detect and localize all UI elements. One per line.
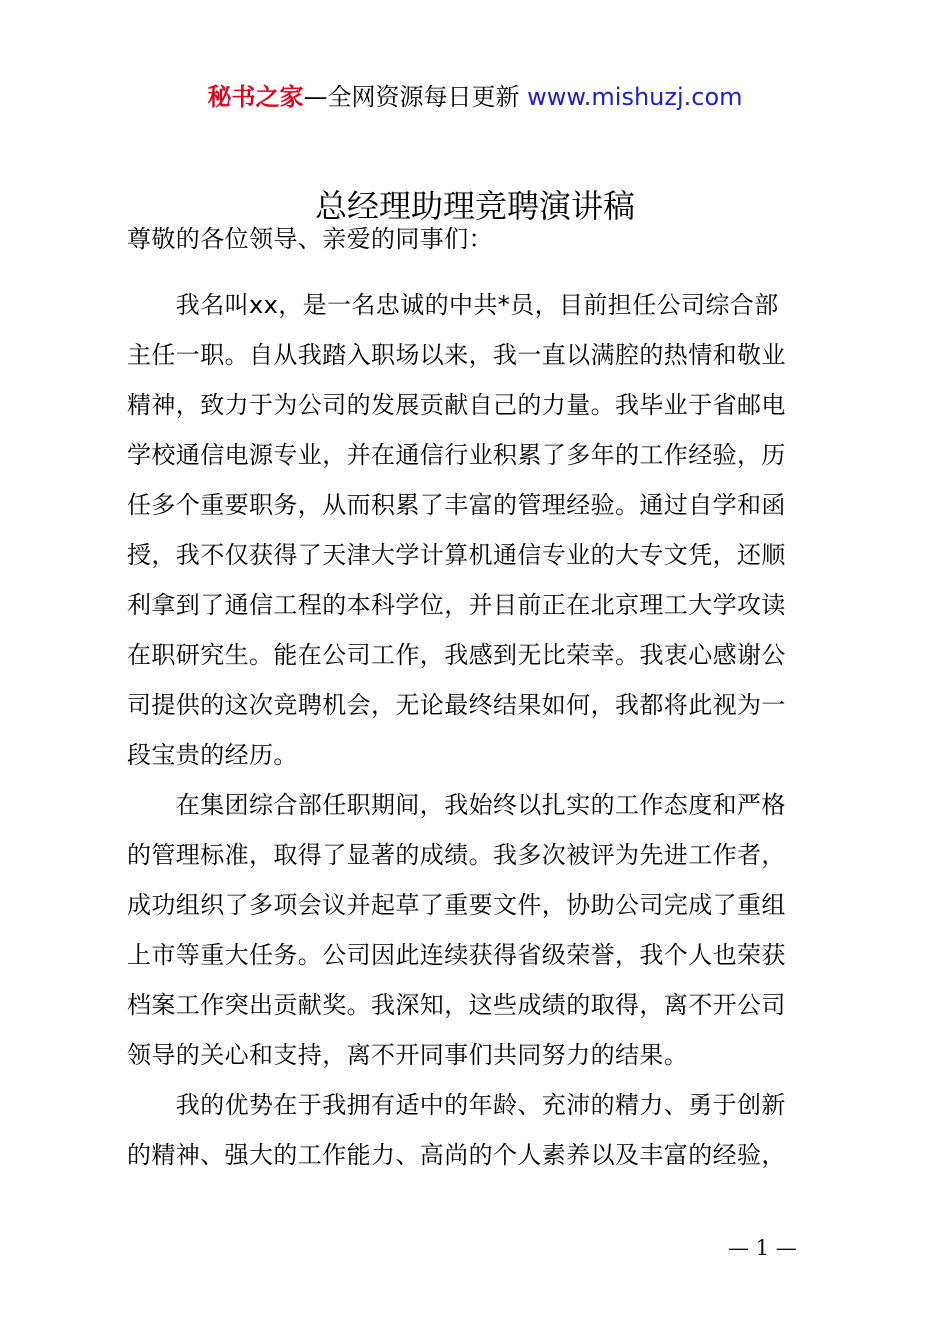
body-line: 领导的关心和支持，离不开同事们共同努力的结果。	[127, 1041, 689, 1069]
site-header	[0, 80, 950, 114]
body-line: 我的优势在于我拥有适中的年龄、充沛的精力、勇于创新	[127, 1091, 786, 1119]
body-line: 授，我不仅获得了天津大学计算机通信专业的大专文凭，还顺	[127, 541, 786, 569]
body-line: 司提供的这次竞聘机会，无论最终结果如何，我都将此视为一	[127, 691, 786, 719]
body-line: 学校通信电源专业，并在通信行业积累了多年的工作经验，历	[127, 441, 786, 469]
salutation: 尊敬的各位领导、亲爱的同事们：	[127, 225, 493, 253]
body-line: 上市等重大任务。公司因此连续获得省级荣誉，我个人也荣获	[127, 941, 786, 969]
page-title: 总经理助理竞聘演讲稿	[314, 187, 635, 225]
body-line: 档案工作突出贡献奖。我深知，这些成绩的取得，离不开公司	[127, 991, 786, 1019]
body-line: 的精神、强大的工作能力、高尚的个人素养以及丰富的经验，	[127, 1141, 786, 1169]
brand-name: 秘书之家	[207, 83, 304, 111]
body-line: 在集团综合部任职期间，我始终以扎实的工作态度和严格	[127, 791, 786, 819]
body-line: 段宝贵的经历。	[127, 741, 298, 769]
page-number: — 1 —	[728, 1236, 797, 1260]
body-line: 成功组织了多项会议并起草了重要文件，协助公司完成了重组	[127, 891, 786, 919]
body-line: 主任一职。自从我踏入职场以来，我一直以满腔的热情和敬业	[127, 341, 786, 369]
body-line: 任多个重要职务，从而积累了丰富的管理经验。通过自学和函	[127, 491, 786, 519]
header-url[interactable]: www.mishuzj.com	[527, 83, 743, 111]
body-line: 精神，致力于为公司的发展贡献自己的力量。我毕业于省邮电	[127, 391, 786, 419]
body-line: 利拿到了通信工程的本科学位，并目前正在北京理工大学攻读	[127, 591, 786, 619]
header-tagline: —全网资源每日更新	[303, 83, 528, 111]
body-line: 在职研究生。能在公司工作，我感到无比荣幸。我衷心感谢公	[127, 641, 786, 669]
body-line: 的管理标准，取得了显著的成绩。我多次被评为先进工作者，	[127, 841, 786, 869]
body-line: 我名叫xx，是一名忠诚的中共*员，目前担任公司综合部	[127, 291, 779, 319]
